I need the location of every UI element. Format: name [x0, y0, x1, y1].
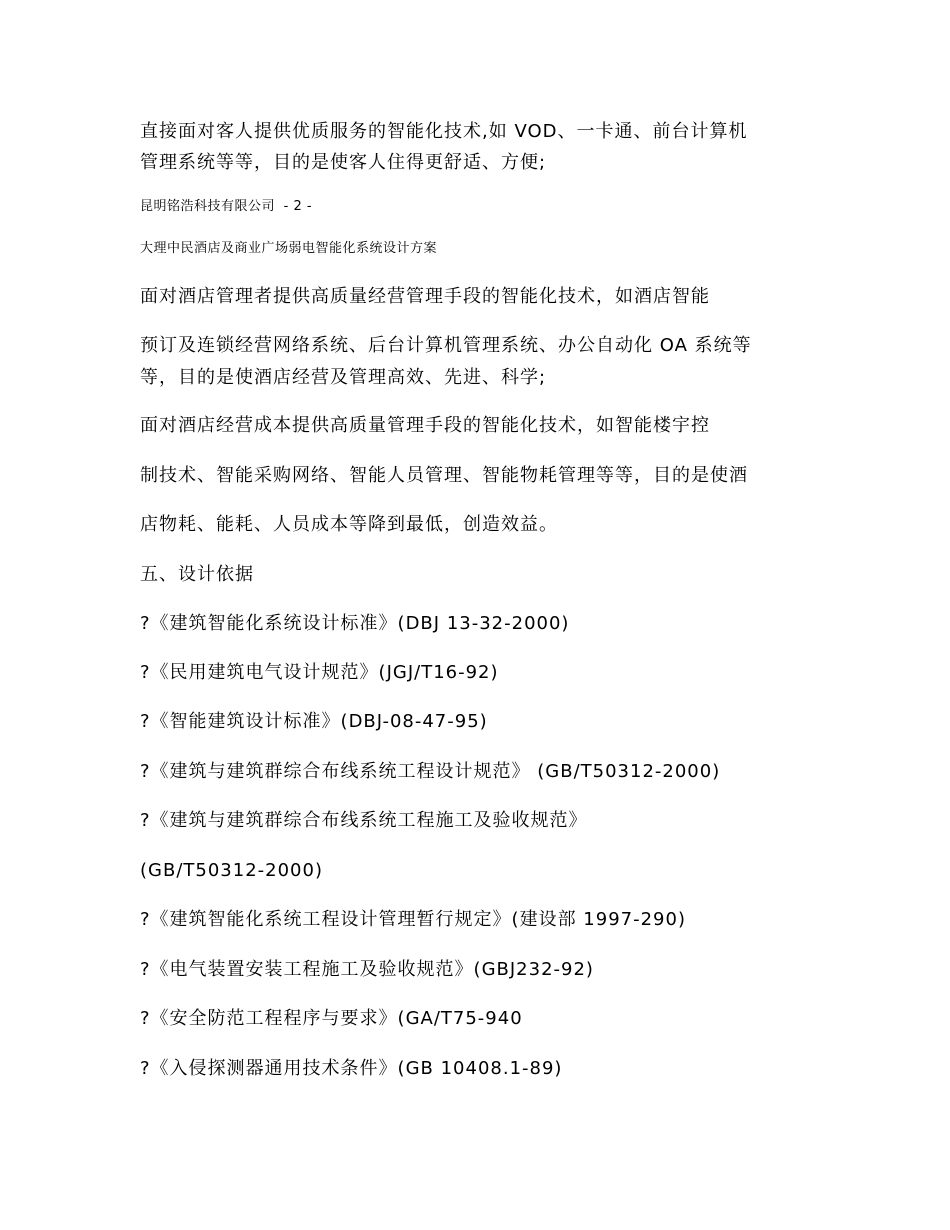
reference-item: ?《智能建筑设计标准》(DBJ-08-47-95): [140, 711, 488, 732]
paragraph-1-line-1: 直接面对客人提供优质服务的智能化技术,如 VOD、一卡通、前台计算机: [140, 121, 748, 142]
reference-item: ?《建筑智能化系统工程设计管理暂行规定》(建设部 1997-290): [140, 909, 686, 930]
paragraph-2-line-2: 预订及连锁经营网络系统、后台计算机管理系统、办公自动化 OA 系统等: [140, 335, 752, 356]
page-footer: [140, 197, 312, 217]
paragraph-3-line-1: 面对酒店经营成本提供高质量管理手段的智能化技术，如智能楼宇控: [140, 415, 710, 436]
reference-item: ?《入侵探测器通用技术条件》(GB 10408.1-89): [140, 1058, 563, 1079]
reference-item: ?《民用建筑电气设计规范》(JGJ/T16-92): [140, 662, 499, 683]
reference-item: ?《安全防范工程程序与要求》(GA/T75-940: [140, 1008, 523, 1029]
paragraph-3-line-2: 制技术、智能采购网络、智能人员管理、智能物耗管理等等，目的是使酒: [140, 465, 748, 486]
reference-item: ?《建筑与建筑群综合布线系统工程设计规范》 (GB/T50312-2000): [140, 761, 721, 782]
reference-item: ?《建筑智能化系统设计标准》(DBJ 13-32-2000): [140, 613, 570, 634]
reference-item: ?《电气装置安装工程施工及验收规范》(GBJ232-92): [140, 959, 594, 980]
paragraph-1-line-2: 管理系统等等，目的是使客人住得更舒适、方便;: [140, 152, 547, 173]
footer-page-number: - 2 -: [283, 199, 313, 214]
section-heading: 五、设计依据: [140, 564, 254, 585]
paragraph-2-line-1: 面对酒店管理者提供高质量经营管理手段的智能化技术，如酒店智能: [140, 286, 710, 307]
reference-item: ?《建筑与建筑群综合布线系统工程施工及验收规范》: [140, 810, 588, 831]
paragraph-2-line-3: 等，目的是使酒店经营及管理高效、先进、科学;: [140, 367, 547, 388]
paragraph-3-line-3: 店物耗、能耗、人员成本等降到最低，创造效益。: [140, 514, 558, 535]
page-header-title: 大理中民酒店及商业广场弱电智能化系统设计方案: [140, 241, 438, 256]
footer-company: 昆明铭浩科技有限公司: [140, 199, 276, 214]
reference-item-continuation: (GB/T50312-2000): [140, 860, 323, 881]
